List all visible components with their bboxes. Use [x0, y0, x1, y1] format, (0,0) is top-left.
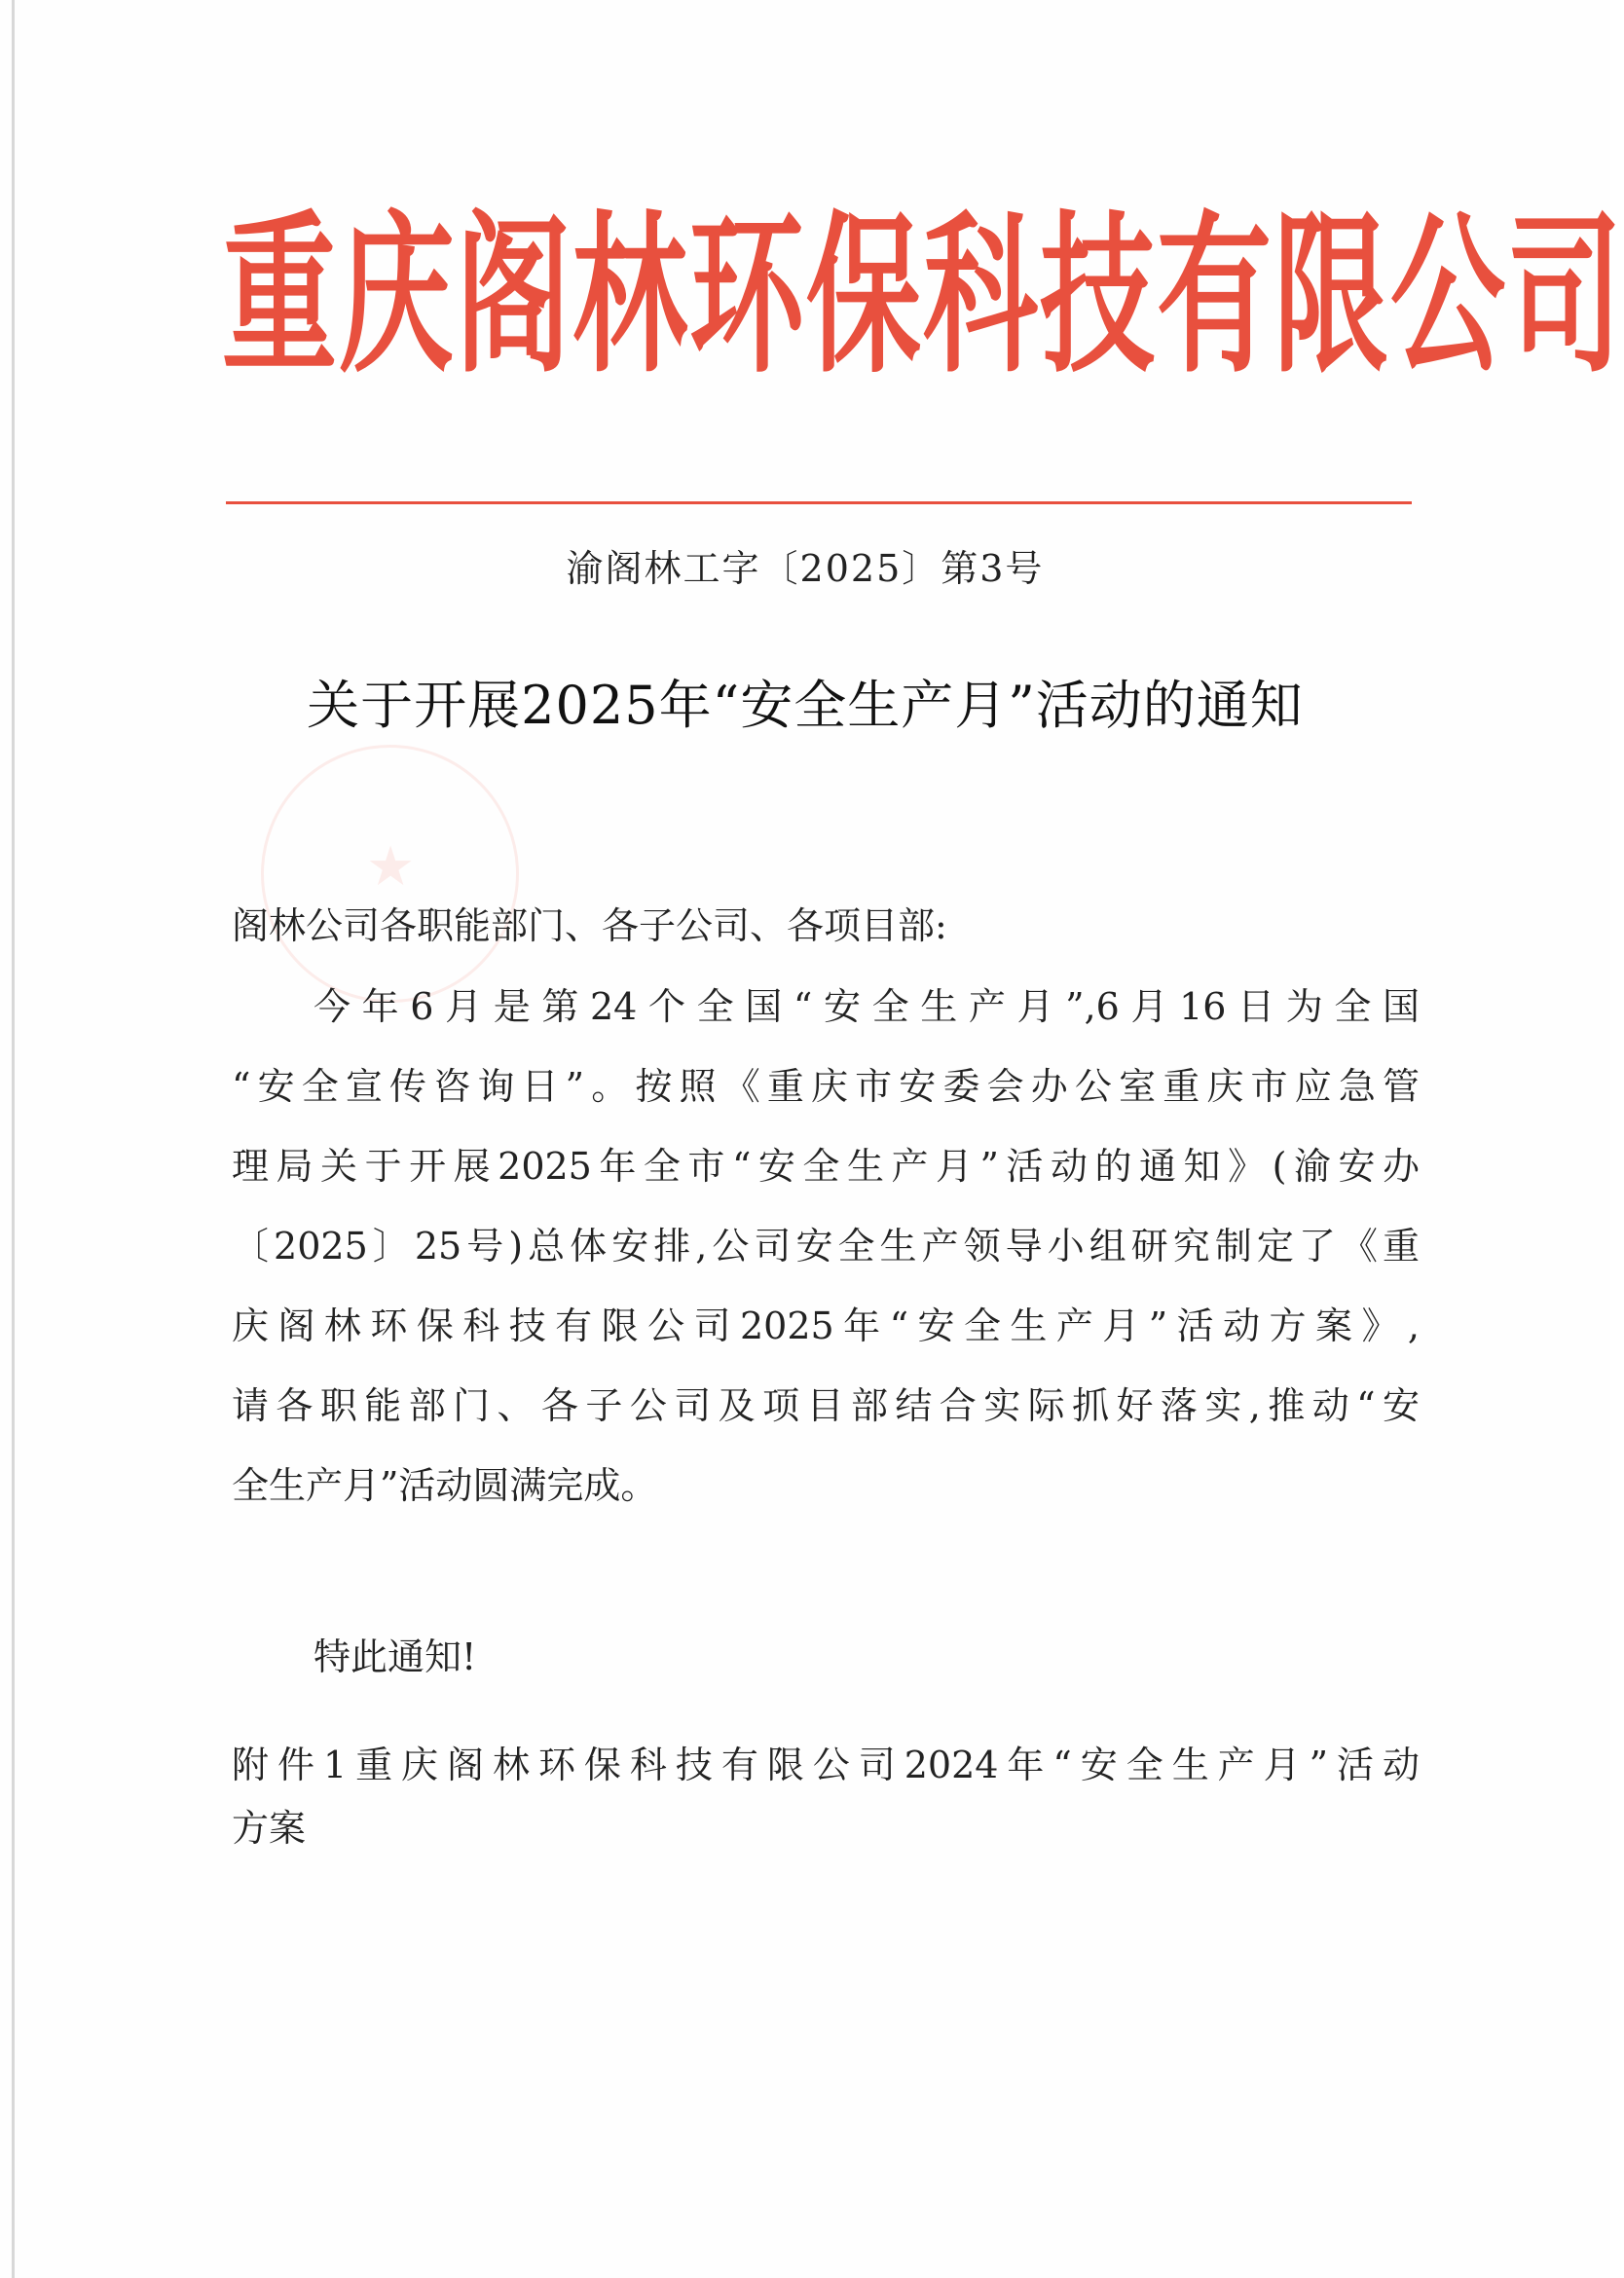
letterhead-company-name: 重庆阁林环保科技有限公司 [222, 195, 1624, 396]
document-number: 渝阁林工字〔2025〕第3号 [566, 547, 1045, 590]
body-line: “安全宣传咨询日”。按照《重庆市安委会办公室重庆市应急管 [232, 1065, 1420, 1108]
addressee-line: 阁林公司各职能部门、各子公司、各项目部: [232, 904, 947, 947]
letterhead-red-rule [226, 501, 1412, 504]
scan-edge-shadow [12, 0, 15, 2278]
attachment-line: 附件1重庆阁林环保科技有限公司2024年“安全生产月”活动 [232, 1744, 1420, 1786]
attachment-line: 方案 [232, 1807, 307, 1850]
body-line: 庆阁林环保科技有限公司2025年“安全生产月”活动方案》, [232, 1304, 1420, 1347]
document-title: 关于开展2025年“安全生产月”活动的通知 [307, 675, 1304, 736]
body-line: 理局关于开展2025年全市“安全生产月”活动的通知》(渝安办 [232, 1145, 1420, 1188]
body-line: 全生产月”活动圆满完成。 [232, 1464, 658, 1507]
body-line: 请各职能部门、各子公司及项目部结合实际抓好落实,推动“安 [232, 1384, 1420, 1427]
body-line: 今年6月是第24个全国“安全生产月”,6月16日为全国 [314, 985, 1420, 1028]
body-line: 〔2025〕25号)总体安排,公司安全生产领导小组研究制定了《重 [232, 1225, 1420, 1268]
seal-star-icon: ★ [366, 835, 416, 899]
closing-line: 特此通知! [314, 1635, 477, 1678]
faint-seal-stamp [261, 745, 519, 1003]
